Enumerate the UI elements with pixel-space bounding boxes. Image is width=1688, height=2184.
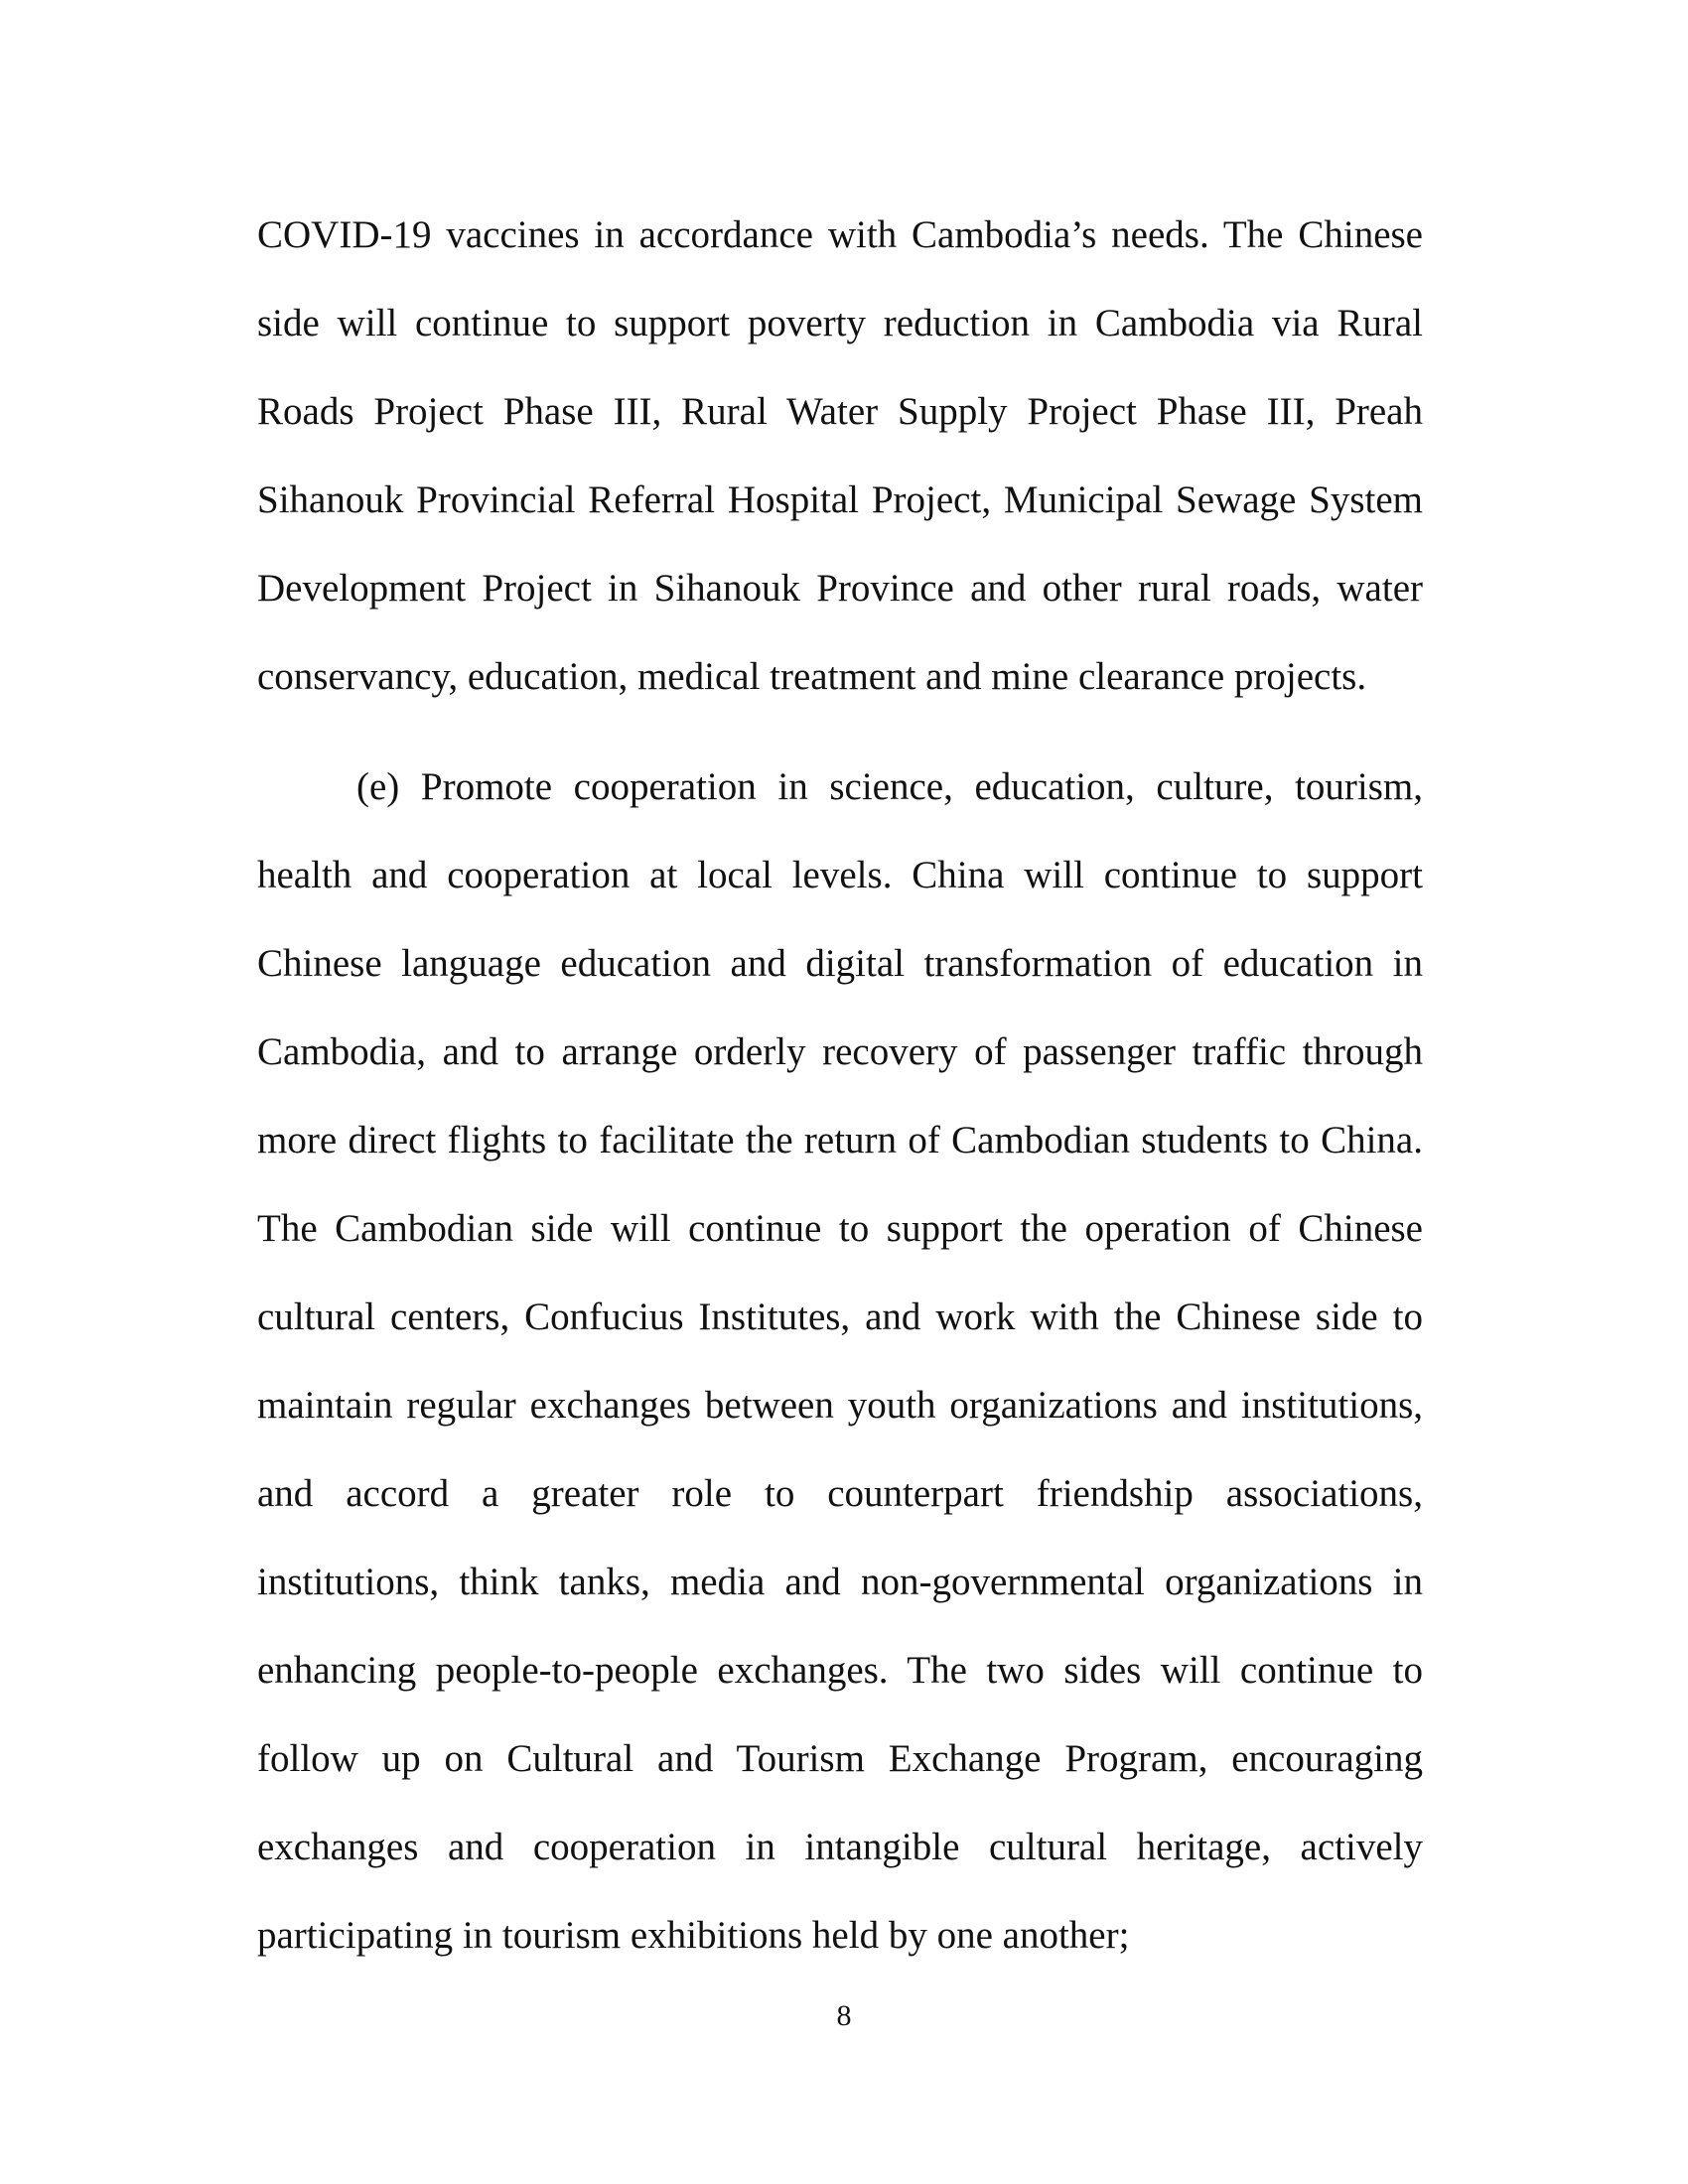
body-text (257, 191, 1423, 1979)
page-number: 8 (836, 1999, 852, 2032)
paragraph-continued: COVID-19 vaccines in accordance with Cambodia’s needs. The Chinese side will continue to support poverty reduction in Cambodia via Rural Roads Project Phase III, Rural Water Supply Project Phase III, Preah Sihanouk Provincial Referral Hospital Project, Municipal Sewage System Development Project in Sihanouk Province and other rural roads, water conservancy, education, medical treatment and mine clearance projects. (257, 213, 1423, 698)
paragraph-e: (e) Promote cooperation in science, education, culture, tourism, health and cooperation at local levels. China will continue to support Chinese language education and digital transformation of education in Cambodia, and to arrange orderly recovery of passenger traffic through more direct flights to facilitate the return of Cambodian students to China. The Cambodian side will continue to support the operation of Chinese cultural centers, Confucius Institutes, and work with the Chinese side to maintain regular exchanges between youth organizations and institutions, and accord a greater role to counterpart friendship associations, institutions, think tanks, media and non-governmental organizations in enhancing people-to-people exchanges. The two sides will continue to follow up on Cultural and Tourism Exchange Program, encouraging exchanges and cooperation in intangible cultural heritage, actively participating in tourism exhibitions held by one another; (257, 765, 1423, 1957)
